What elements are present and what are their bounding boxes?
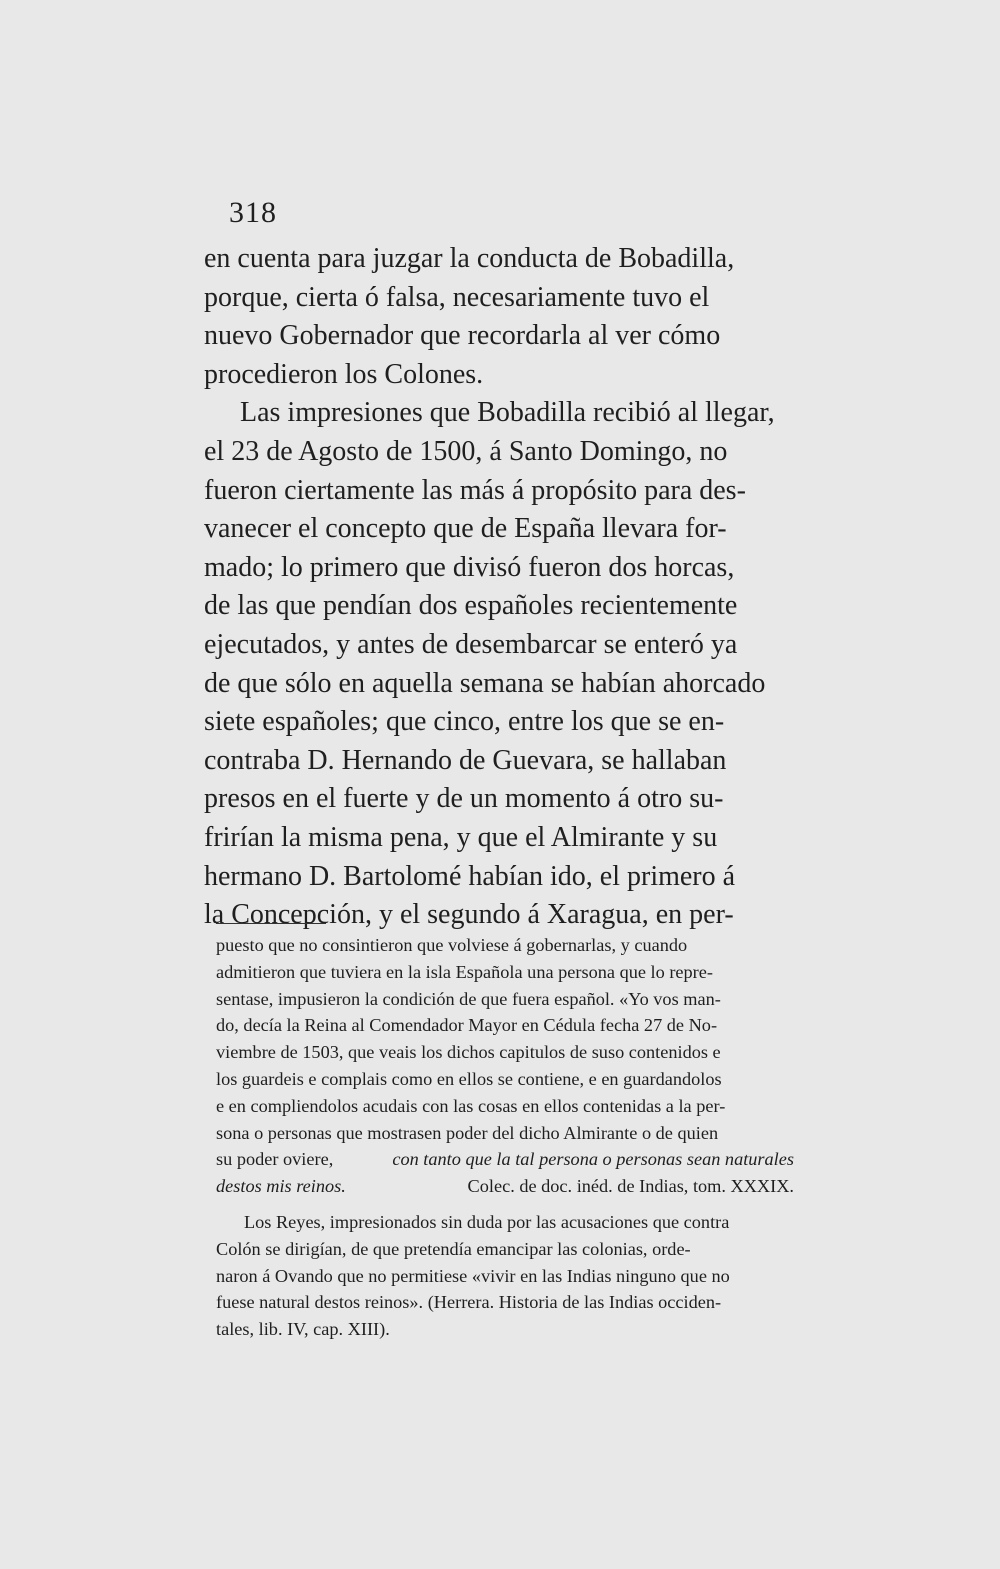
text-line: mado; lo primero que divisó fueron dos horcas, bbox=[204, 551, 735, 583]
footnote-line: viembre de 1503, que veais los dichos capitulos de suso contenidos e bbox=[216, 1042, 721, 1063]
text-line: de las que pendían dos españoles recientemente bbox=[204, 590, 738, 622]
text-line: ejecutados, y antes de desembarcar se enteró ya bbox=[204, 628, 738, 660]
footnote-line: sentase, impusieron la condición de que fuera español. «Yo vos man- bbox=[216, 988, 721, 1009]
footnotes bbox=[216, 932, 794, 1343]
text-line: porque, cierta ó falsa, necesariamente tuvo el bbox=[204, 281, 710, 313]
footnote-line: e en compliendolos acudais con las cosas en ellos contenidas a la per- bbox=[216, 1095, 726, 1116]
text-line: siete españoles; que cinco, entre los que se en- bbox=[204, 706, 725, 738]
text-line: presos en el fuerte y de un momento á otro su- bbox=[204, 783, 724, 815]
text-line: Las impresiones que Bobadilla recibió al llegar, bbox=[240, 397, 775, 429]
footnote-line: Los Reyes, impresionados sin duda por las acusaciones que contra bbox=[244, 1211, 730, 1232]
footnote-divider bbox=[216, 923, 326, 924]
footnote-line: los guardeis e complais como en ellos se contiene, e en guardandolos bbox=[216, 1068, 722, 1089]
text-line: vanecer el concepto que de España llevara for- bbox=[204, 513, 727, 545]
footnote-line: naron á Ovando que no permitiese «vivir en las Indias ninguno que no bbox=[216, 1265, 730, 1286]
page-number: 318 bbox=[229, 196, 277, 229]
footnote-line: do, decía la Reina al Comendador Mayor en Cédula fecha 27 de No- bbox=[216, 1015, 718, 1036]
footnote-line: puesto que no consintieron que volviese á gobernarlas, y cuando bbox=[216, 935, 688, 955]
text-line: fueron ciertamente las más á propósito para des- bbox=[204, 474, 746, 506]
text-line: hermano D. Bartolomé habían ido, el primero á bbox=[204, 860, 736, 892]
footnote-line: sona o personas que mostrasen poder del dicho Almirante o de quien bbox=[216, 1122, 719, 1143]
main-text bbox=[204, 240, 790, 935]
text-line: en cuenta para juzgar la conducta de Bobadilla, bbox=[204, 243, 735, 274]
footnote-line: Colón se dirigían, de que pretendía emancipar las colonias, orde- bbox=[216, 1238, 691, 1259]
footnote-line: tales, lib. IV, cap. XIII). bbox=[216, 1319, 390, 1340]
footnote-line: admitieron que tuviera en la isla Española una persona que lo repre- bbox=[216, 961, 713, 982]
text-line: frirían la misma pena, y que el Almirante y su bbox=[204, 821, 718, 853]
text-line: la Concepción, y el segundo á Xaragua, en per- bbox=[204, 899, 734, 931]
text-line: el 23 de Agosto de 1500, á Santo Domingo, no bbox=[204, 435, 728, 467]
footnote-line: fuese natural destos reinos». (Herrera. Historia de las Indias occiden- bbox=[216, 1292, 722, 1313]
text-line: contraba D. Hernando de Guevara, se hallaban bbox=[204, 744, 727, 776]
footnote-line: destos mis reinos. Colec. de doc. inéd. de Indias, tom. XXXIX. bbox=[216, 1173, 794, 1200]
footnote-italic-quote: destos mis reinos. bbox=[216, 1176, 346, 1197]
text-line: nuevo Gobernador que recordarla al ver cómo bbox=[204, 320, 721, 352]
footnote-line: su poder oviere, con tanto que la tal persona o personas sean naturales bbox=[216, 1146, 794, 1173]
text-line: de que sólo en aquella semana se habían ahorcado bbox=[204, 667, 766, 699]
footnote-italic-quote: con tanto que la tal persona o personas sean naturales bbox=[392, 1149, 794, 1170]
text-line: procedieron los Colones. bbox=[204, 358, 484, 390]
